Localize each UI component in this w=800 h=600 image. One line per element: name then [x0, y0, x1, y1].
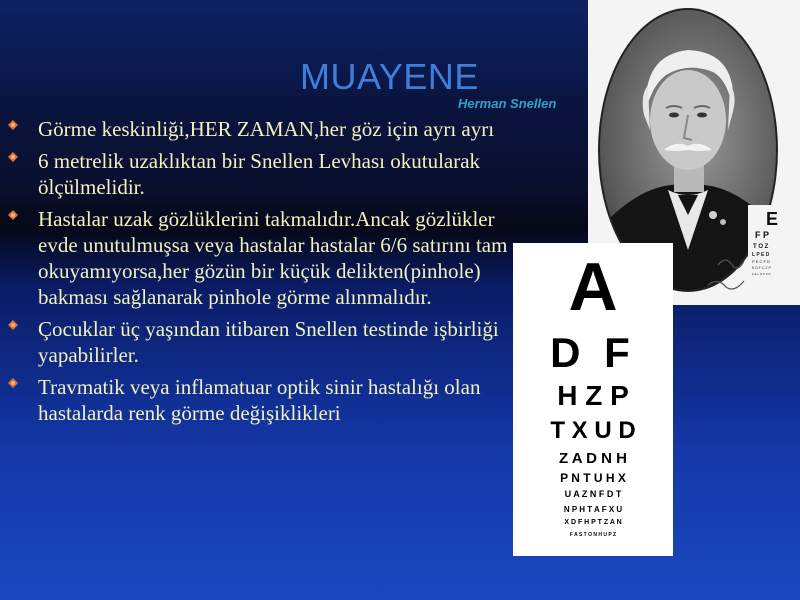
bullet-text: Travmatik veya inflamatuar optik sinir hastalığı olan hastalarda renk görme değişiklikleri — [38, 375, 481, 425]
snellen-chart — [513, 243, 673, 556]
snellen-row-9: X D F H P T Z A N — [564, 519, 622, 526]
snellen-row-3: H Z P — [557, 380, 629, 411]
bullet-text: Görme keskinliği,HER ZAMAN,her göz için ayrı ayrı — [38, 117, 495, 141]
bullet-text: 6 metrelik uzaklıktan bir Snellen Levhası okutularak ölçülmelidir. — [38, 149, 481, 199]
svg-text:P E C F D: P E C F D — [752, 259, 770, 264]
bullet-item — [8, 148, 528, 200]
bullet-marker-icon — [8, 210, 18, 220]
svg-text:E D F C Z P: E D F C Z P — [752, 266, 771, 270]
bullet-marker-icon — [8, 320, 18, 330]
bullet-item — [8, 116, 528, 142]
bullet-item — [8, 206, 528, 310]
slide-title: MUAYENE — [300, 56, 479, 97]
bullet-marker-icon — [8, 120, 18, 130]
snellen-row-10: F A S T O N H U P Z — [569, 532, 617, 538]
snellen-row-2: D F — [550, 329, 636, 376]
bullet-text: Çocuklar üç yaşından itibaren Snellen testinde işbirliği yapabilirler. — [38, 317, 499, 367]
svg-text:F P: F P — [755, 230, 770, 240]
snellen-row-6: P N T U H X — [560, 471, 626, 485]
svg-text:E: E — [766, 209, 779, 229]
bullet-item — [8, 374, 528, 426]
snellen-row-5: Z A D N H — [558, 450, 628, 467]
bullet-list — [8, 116, 528, 432]
snellen-row-4: T X U D — [550, 417, 636, 444]
bullet-item — [8, 316, 528, 368]
portrait-caption: Herman Snellen — [458, 96, 557, 111]
svg-text:T O Z: T O Z — [753, 244, 769, 250]
snellen-row-8: N P H T A F X U — [563, 505, 623, 514]
snellen-row-1: A — [568, 249, 618, 325]
svg-text:F E L O P Z D: F E L O P Z D — [752, 272, 771, 276]
svg-text:L P E D: L P E D — [752, 252, 770, 258]
bullet-marker-icon — [8, 152, 18, 162]
bullet-marker-icon — [8, 378, 18, 388]
snellen-row-7: U A Z N F D T — [564, 489, 622, 499]
bullet-text: Hastalar uzak gözlüklerini takmalıdır.Ancak gözlükler evde unutulmuşsa veya hastalar hastalar 6/6 satırını tam okuyamıyorsa,her gözün bir küçük delikten(pinhole) bakması sağlanarak pinhole görme alınmalıdır. — [38, 207, 508, 309]
